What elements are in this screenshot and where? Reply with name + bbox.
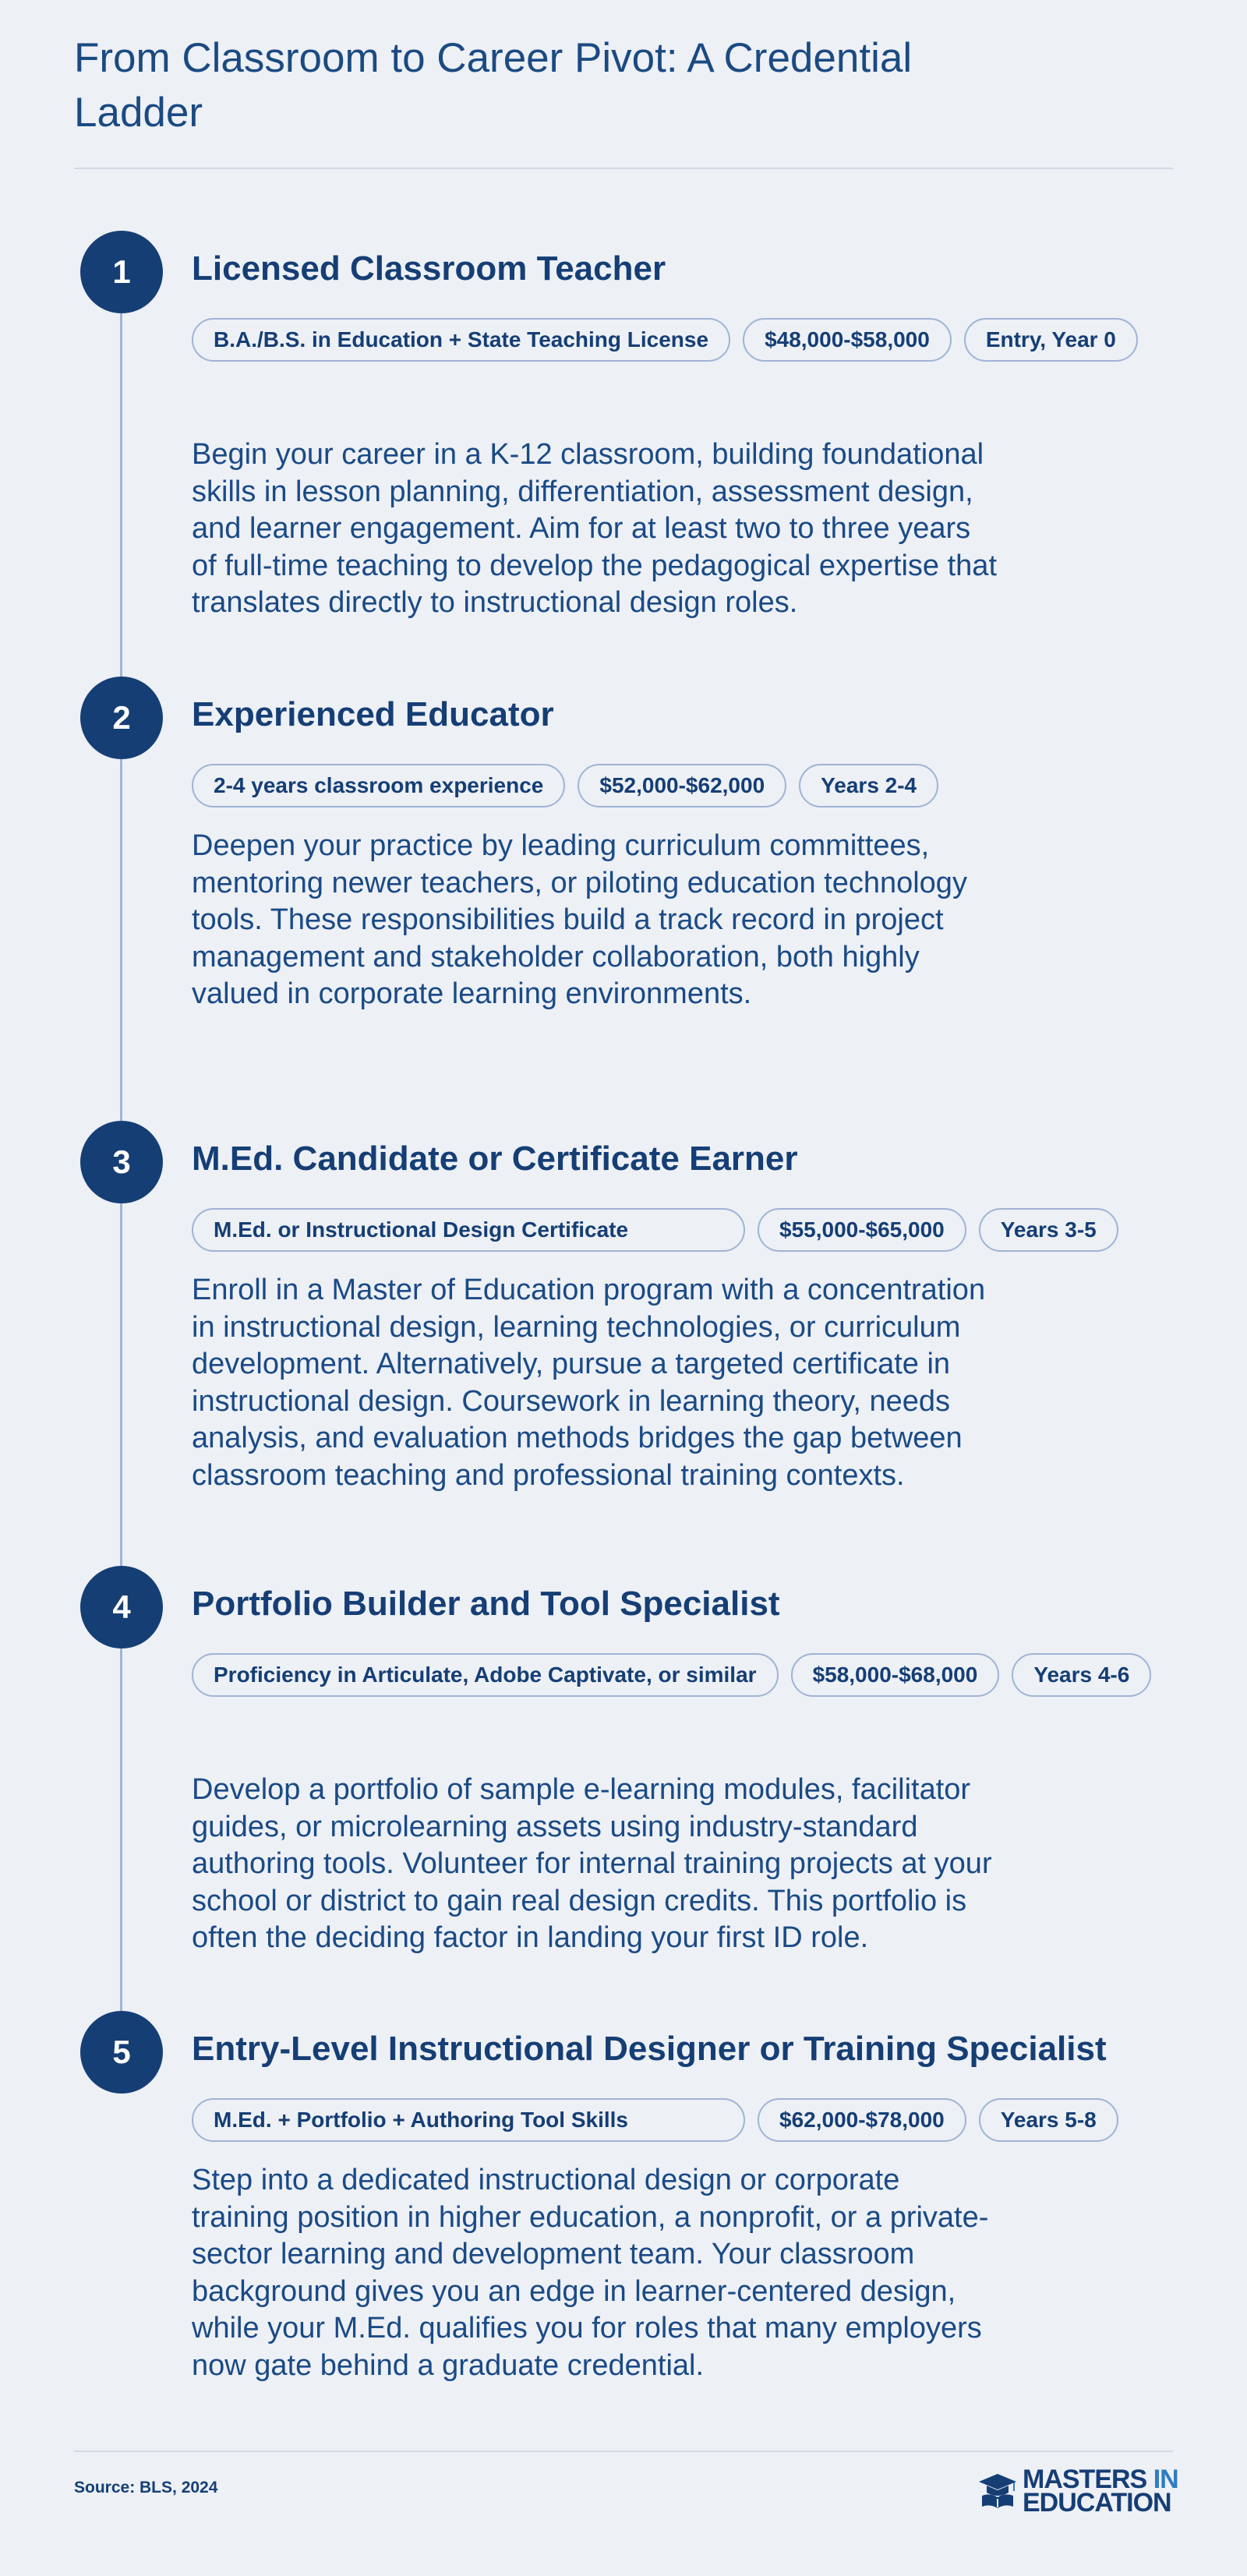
- step-description: Deepen your practice by leading curriculum committees, mentoring newer teachers, or piloting education technology tools. These responsibilities build a track record in project management and stakeholder collaboration, both highly valued in corporate learning environments.: [192, 829, 967, 1010]
- salary-tag: $52,000-$62,000: [578, 764, 786, 807]
- timeframe-tag: Years 3-5: [979, 1208, 1118, 1252]
- timeframe-tag: Years 2-4: [799, 764, 938, 807]
- page-title: From Classroom to Career Pivot: A Credential Ladder: [74, 35, 913, 136]
- step-tags: [192, 2098, 1158, 2142]
- salary-tag: $55,000-$65,000: [758, 1208, 966, 1252]
- step-tags: [192, 318, 1158, 362]
- header-divider: [74, 168, 1173, 169]
- source-note: Source: BLS, 2024: [74, 2479, 218, 2496]
- step-number-badge: 5: [80, 2011, 163, 2094]
- step-number-badge: 2: [80, 677, 163, 759]
- timeframe-tag: Entry, Year 0: [964, 318, 1138, 362]
- step-tags: [192, 1208, 1158, 1252]
- logo-text-masters: MASTERS: [1023, 2465, 1147, 2494]
- salary-tag: $58,000-$68,000: [791, 1653, 1000, 1697]
- step-description: Step into a dedicated instructional design or corporate training position in higher education, a nonprofit, or a private-sector learning and development team. Your classroom background gives you an edge in learner-centered design, while your M.Ed. qualifies you for roles that many employers now gate behind a graduate credential.: [192, 2164, 989, 2382]
- step-number-badge: 4: [80, 1566, 163, 1648]
- credential-tag: M.Ed. + Portfolio + Authoring Tool Skills: [192, 2098, 745, 2142]
- timeframe-tag: Years 4-6: [1012, 1653, 1151, 1697]
- credential-tag: M.Ed. or Instructional Design Certificate: [192, 1208, 745, 1252]
- step-tags: [192, 764, 1158, 807]
- step-title: Licensed Classroom Teacher: [192, 249, 666, 288]
- step-number-badge: 1: [80, 231, 163, 313]
- step-description: Begin your career in a K-12 classroom, building foundational skills in lesson planning, differentiation, assessment design, and learner engagement. Aim for at least two to three years of full-time teaching to develop the pedagogical expertise that translates directly to instructional design roles.: [192, 438, 997, 619]
- credential-tag: 2-4 years classroom experience: [192, 764, 565, 807]
- salary-tag: $48,000-$58,000: [743, 318, 952, 362]
- step-description: Develop a portfolio of sample e-learning modules, facilitator guides, or microlearning assets using industry-standard authoring tools. Volunteer for internal training projects at your school or district to gain real design credits. This portfolio is often the deciding factor in landing your first ID role.: [192, 1773, 992, 1954]
- logo-text-education: EDUCATION: [1023, 2488, 1171, 2518]
- step-title: Entry-Level Instructional Designer or Training Specialist: [192, 2030, 1107, 2068]
- credential-tag: Proficiency in Articulate, Adobe Captivate, or similar: [192, 1653, 779, 1697]
- logo-text-in: IN: [1153, 2465, 1178, 2494]
- footer-divider: [74, 2451, 1173, 2452]
- masters-in-education-logo: [977, 2465, 1178, 2518]
- salary-tag: $62,000-$78,000: [758, 2098, 966, 2142]
- step-title: M.Ed. Candidate or Certificate Earner: [192, 1140, 798, 1178]
- step-number-badge: 3: [80, 1121, 163, 1203]
- graduation-cap-icon: [977, 2469, 1018, 2513]
- step-title: Experienced Educator: [192, 695, 554, 733]
- step-title: Portfolio Builder and Tool Specialist: [192, 1585, 780, 1623]
- step-tags: [192, 1653, 1158, 1697]
- timeframe-tag: Years 5-8: [979, 2098, 1118, 2142]
- credential-tag: B.A./B.S. in Education + State Teaching License: [192, 318, 730, 362]
- step-description: Enroll in a Master of Education program with a concentration in instructional design, learning technologies, or curriculum development. Alternatively, pursue a targeted certificate in instructional design. Coursework in learning theory, needs analysis, and evaluation methods bridges the gap between classroom teaching and professional training contexts.: [192, 1274, 986, 1492]
